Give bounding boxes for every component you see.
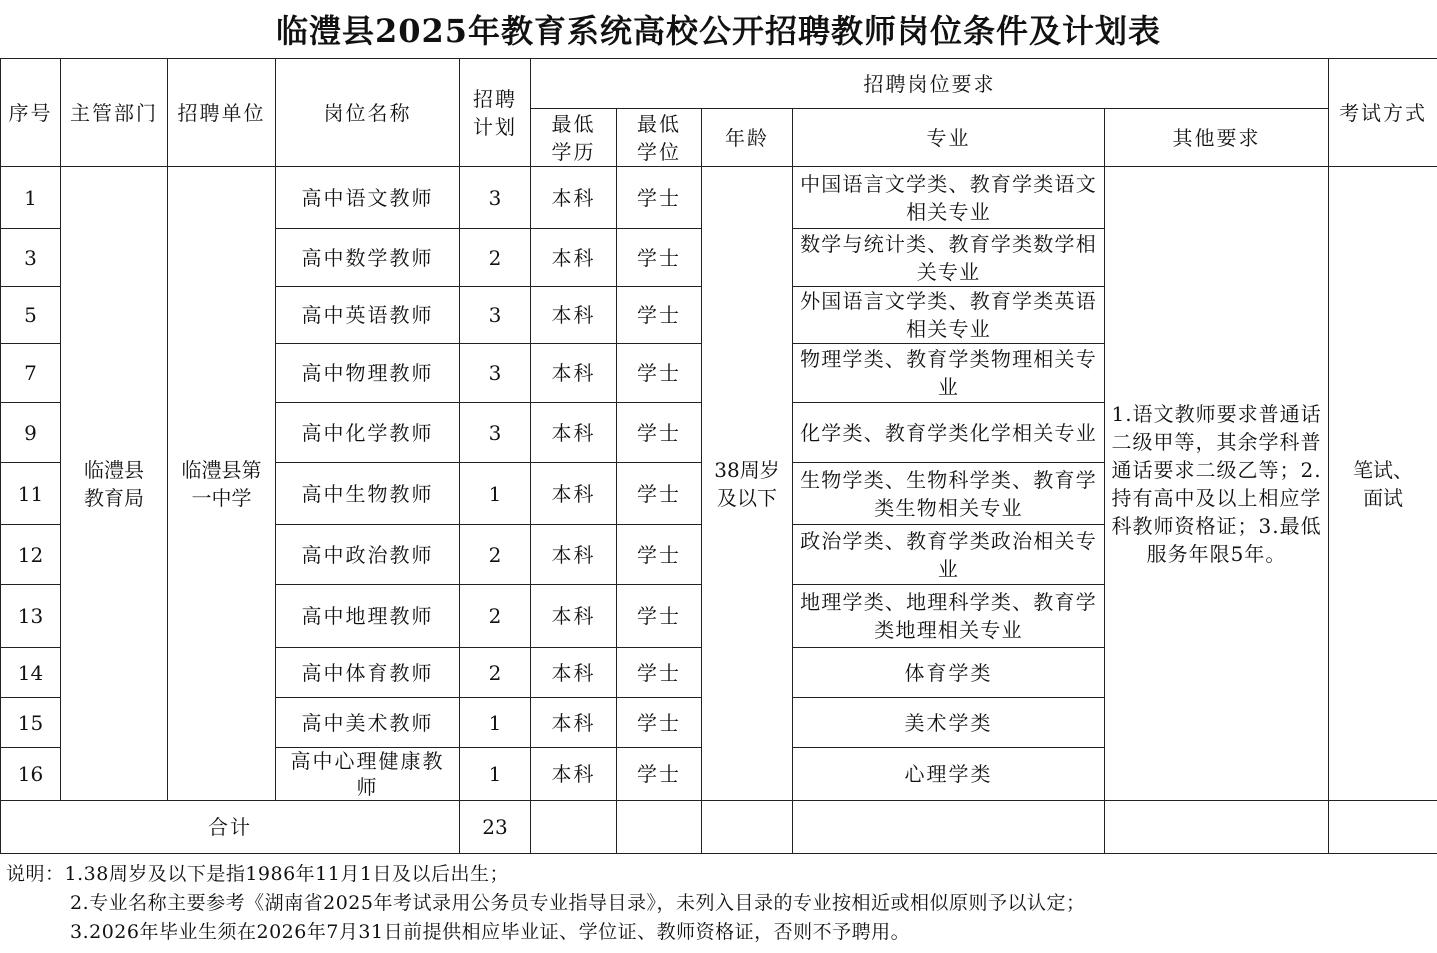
row-plan: 2 [460,229,531,287]
row-post: 高中英语教师 [276,287,460,344]
row-degree: 学士 [617,463,702,525]
header-plan [460,59,531,167]
row-degree: 学士 [617,403,702,463]
row-plan: 3 [460,344,531,403]
header-plan-text: 招聘计划 [473,86,517,139]
row-degree: 学士 [617,585,702,648]
row-plan: 1 [460,748,531,801]
row-degree: 学士 [617,648,702,698]
row-seq: 16 [1,748,61,801]
unit-text: 临澧县第一中学 [181,457,262,510]
header-exam: 考试方式 [1329,59,1437,167]
row-major: 生物学类、生物科学类、教育学类生物相关专业 [793,463,1105,525]
row-post: 高中体育教师 [276,648,460,698]
header-education-text: 最低学历 [551,111,596,164]
header-age: 年龄 [702,109,793,167]
row-plan: 1 [460,698,531,748]
header-major: 专业 [793,109,1105,167]
row-major: 中国语言文学类、教育学类语文相关专业 [793,167,1105,229]
header-other: 其他要求 [1105,109,1329,167]
row-edu: 本科 [531,648,617,698]
header-requirements: 招聘岗位要求 [531,59,1329,109]
row-edu: 本科 [531,748,617,801]
row-seq: 15 [1,698,61,748]
row-major: 心理学类 [793,748,1105,801]
header-post: 岗位名称 [276,59,460,167]
row-seq: 1 [1,167,61,229]
row-post: 高中美术教师 [276,698,460,748]
notes-prefix: 说明： [6,863,65,885]
row-major: 数学与统计类、教育学类数学相关专业 [793,229,1105,287]
row-post [276,748,460,801]
row-degree: 学士 [617,748,702,801]
header-degree [617,109,702,167]
total-label: 合计 [1,801,460,854]
row-edu: 本科 [531,585,617,648]
other-requirements-cell: 1.语文教师要求普通话二级甲等，其余学科普通话要求二级乙等；2.持有高中及以上相应学科教师资格证；3.最低服务年限5年。 [1105,167,1329,801]
row-degree: 学士 [617,698,702,748]
header-seq: 序号 [1,59,61,167]
row-post-text: 高中心理健康教师 [290,749,445,799]
row-post: 高中生物教师 [276,463,460,525]
row-seq: 13 [1,585,61,648]
row-plan: 1 [460,463,531,525]
row-post: 高中地理教师 [276,585,460,648]
total-row [1,801,1437,854]
age-cell [702,167,793,801]
row-major: 外国语言文学类、教育学类英语相关专业 [793,287,1105,344]
row-degree: 学士 [617,344,702,403]
row-post: 高中数学教师 [276,229,460,287]
notes [6,860,1086,947]
row-seq: 7 [1,344,61,403]
note-line [6,860,1086,889]
row-plan: 2 [460,585,531,648]
total-empty-cell [617,801,702,854]
row-plan: 2 [460,648,531,698]
total-empty-cell [793,801,1105,854]
row-seq: 9 [1,403,61,463]
unit-cell [168,167,276,801]
row-seq: 12 [1,525,61,585]
row-edu: 本科 [531,229,617,287]
row-edu: 本科 [531,344,617,403]
total-empty-cell [531,801,617,854]
row-major: 美术学类 [793,698,1105,748]
note-line: 3.2026年毕业生须在2026年7月31日前提供相应毕业证、学位证、教师资格证，否则不予聘用。 [70,921,911,943]
table-row [1,167,1437,229]
dept-text: 临澧县教育局 [84,457,144,510]
header-education [531,109,617,167]
dept-cell [61,167,168,801]
row-edu: 本科 [531,698,617,748]
row-plan: 3 [460,287,531,344]
total-empty-cell [702,801,793,854]
row-degree: 学士 [617,525,702,585]
header-dept: 主管部门 [61,59,168,167]
row-post: 高中化学教师 [276,403,460,463]
row-degree: 学士 [617,287,702,344]
row-major: 地理学类、地理科学类、教育学类地理相关专业 [793,585,1105,648]
header-degree-text: 最低学位 [637,111,681,164]
row-edu: 本科 [531,167,617,229]
row-post: 高中物理教师 [276,344,460,403]
age-text: 38周岁及以下 [714,457,780,510]
row-edu: 本科 [531,287,617,344]
recruitment-table [0,58,1437,854]
row-major: 化学类、教育学类化学相关专业 [793,403,1105,463]
row-edu: 本科 [531,403,617,463]
row-seq: 11 [1,463,61,525]
row-major: 物理学类、教育学类物理相关专业 [793,344,1105,403]
row-post: 高中政治教师 [276,525,460,585]
row-major: 政治学类、教育学类政治相关专业 [793,525,1105,585]
row-degree: 学士 [617,167,702,229]
total-empty-cell [1105,801,1329,854]
note-text: 1.38周岁及以下是指1986年11月1日及以后出生； [64,863,509,885]
row-plan: 2 [460,525,531,585]
row-seq: 3 [1,229,61,287]
row-seq: 5 [1,287,61,344]
total-plan: 23 [460,801,531,854]
row-degree: 学士 [617,229,702,287]
row-edu: 本科 [531,525,617,585]
note-line: 2.专业名称主要参考《湖南省2025年考试录用公务员专业指导目录》，未列入目录的专业按相近或相似原则予以认定； [70,892,1086,914]
row-seq: 14 [1,648,61,698]
exam-text: 笔试、面试 [1353,457,1414,510]
row-plan: 3 [460,167,531,229]
row-post: 高中语文教师 [276,167,460,229]
row-major: 体育学类 [793,648,1105,698]
row-edu: 本科 [531,463,617,525]
total-empty-cell [1329,801,1437,854]
row-plan: 3 [460,403,531,463]
page-title: 临澧县2025年教育系统高校公开招聘教师岗位条件及计划表 [275,12,1162,50]
exam-cell [1329,167,1437,801]
header-unit: 招聘单位 [168,59,276,167]
